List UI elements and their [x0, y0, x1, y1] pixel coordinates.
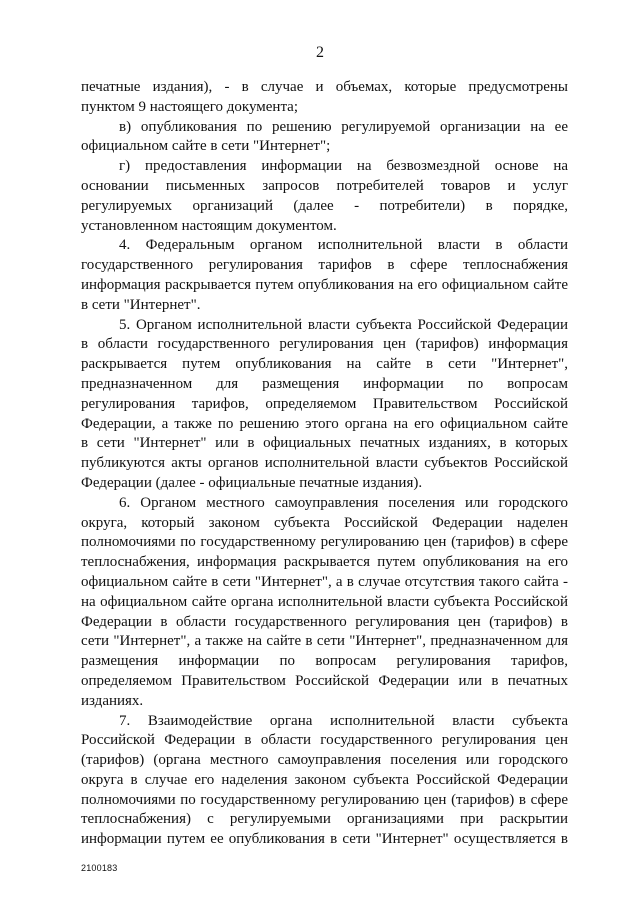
text-line: в области государственного регулирования цен (тарифов) информация	[81, 336, 568, 353]
paragraph-continuation	[81, 78, 568, 118]
text-line: Федерации в области государственного регулирования цен (тарифов) в	[81, 613, 568, 630]
text-line: Федерации (далее - официальные печатные издания).	[81, 474, 423, 491]
paragraph-7	[81, 712, 568, 851]
text-line: Федерации, а также по решению этого органа на его официальном сайте	[81, 415, 568, 432]
text-line: 4. Федеральным органом исполнительной власти в области	[119, 237, 568, 254]
text-line: округа в случае его наделения законом субъекта Российской Федерации	[81, 771, 568, 788]
paragraph-item-g	[81, 157, 568, 236]
text-line: 5. Органом исполнительной власти субъекта Российской Федерации	[119, 316, 568, 333]
text-line: официальном сайте в сети "Интернет";	[81, 138, 331, 155]
text-line: (тарифов) (органа местного самоуправления поселения или городского	[81, 752, 568, 769]
text-line: основании письменных запросов потребителей товаров и услуг	[81, 177, 568, 194]
text-line: 6. Органом местного самоуправления поселения или городского	[119, 494, 568, 511]
text-line: округа, который законом субъекта Российской Федерации наделен	[81, 514, 568, 531]
text-line: раскрывается путем опубликования на сайте в сети "Интернет",	[81, 356, 568, 373]
text-line: официальном сайте в сети "Интернет", а в случае отсутствия такого сайта -	[81, 573, 568, 590]
document-code: 2100183	[81, 863, 118, 873]
text-line: теплоснабжения) с регулируемыми организациями при раскрытии	[81, 811, 568, 828]
text-line: пунктом 9 настоящего документа;	[81, 98, 299, 115]
text-line: Российской Федерации в области государственного регулирования цен	[81, 732, 568, 749]
text-line: информации путем ее опубликования в сети "Интернет" осуществляется в	[81, 831, 568, 848]
text-line: в) опубликования по решению регулируемой организации на ее	[119, 118, 568, 135]
text-line: полномочиями по государственному регулированию цен (тарифов) в сфере	[81, 534, 568, 551]
text-line: г) предоставления информации на безвозмездной основе на	[119, 158, 568, 175]
text-line: полномочиями по государственному регулированию цен (тарифов) в сфере	[81, 791, 568, 808]
text-line: публикуются акты органов исполнительной власти субъектов Российской	[81, 455, 568, 472]
text-line: в сети "Интернет" или в официальных печатных изданиях, в которых	[81, 435, 568, 452]
text-line: информация раскрывается путем опубликования на его официальном сайте	[81, 276, 568, 293]
text-line: государственного регулирования тарифов в сфере теплоснабжения	[81, 257, 568, 274]
paragraph-item-v	[81, 118, 568, 158]
text-line: установленном настоящим документом.	[81, 217, 337, 234]
text-line: в сети "Интернет".	[81, 296, 201, 313]
page-number: 2	[316, 44, 324, 61]
text-line: определяемом Правительством Российской Федерации или в печатных	[81, 672, 568, 689]
text-line: на официальном сайте органа исполнительной власти субъекта Российской	[81, 593, 568, 610]
text-line: изданиях.	[81, 692, 144, 709]
paragraph-6	[81, 494, 568, 712]
text-line: предназначенном для размещения информации по вопросам	[81, 375, 568, 392]
text-line: теплоснабжения, информация раскрывается путем опубликования на его	[81, 554, 568, 571]
text-line: регулируемых организаций (далее - потребители) в порядке,	[81, 197, 568, 214]
document-body	[81, 78, 568, 850]
text-line: регулирования тарифов, определяемом Правительством Российской	[81, 395, 568, 412]
text-line: 7. Взаимодействие органа исполнительной власти субъекта	[119, 712, 568, 729]
paragraph-4	[81, 236, 568, 315]
text-line: размещения информации по вопросам регулирования тарифов,	[81, 653, 568, 670]
text-line: сети "Интернет", а также на сайте в сети "Интернет", предназначенном для	[81, 633, 568, 650]
paragraph-5	[81, 316, 568, 494]
text-line: печатные издания), - в случае и объемах, которые предусмотрены	[81, 79, 568, 95]
